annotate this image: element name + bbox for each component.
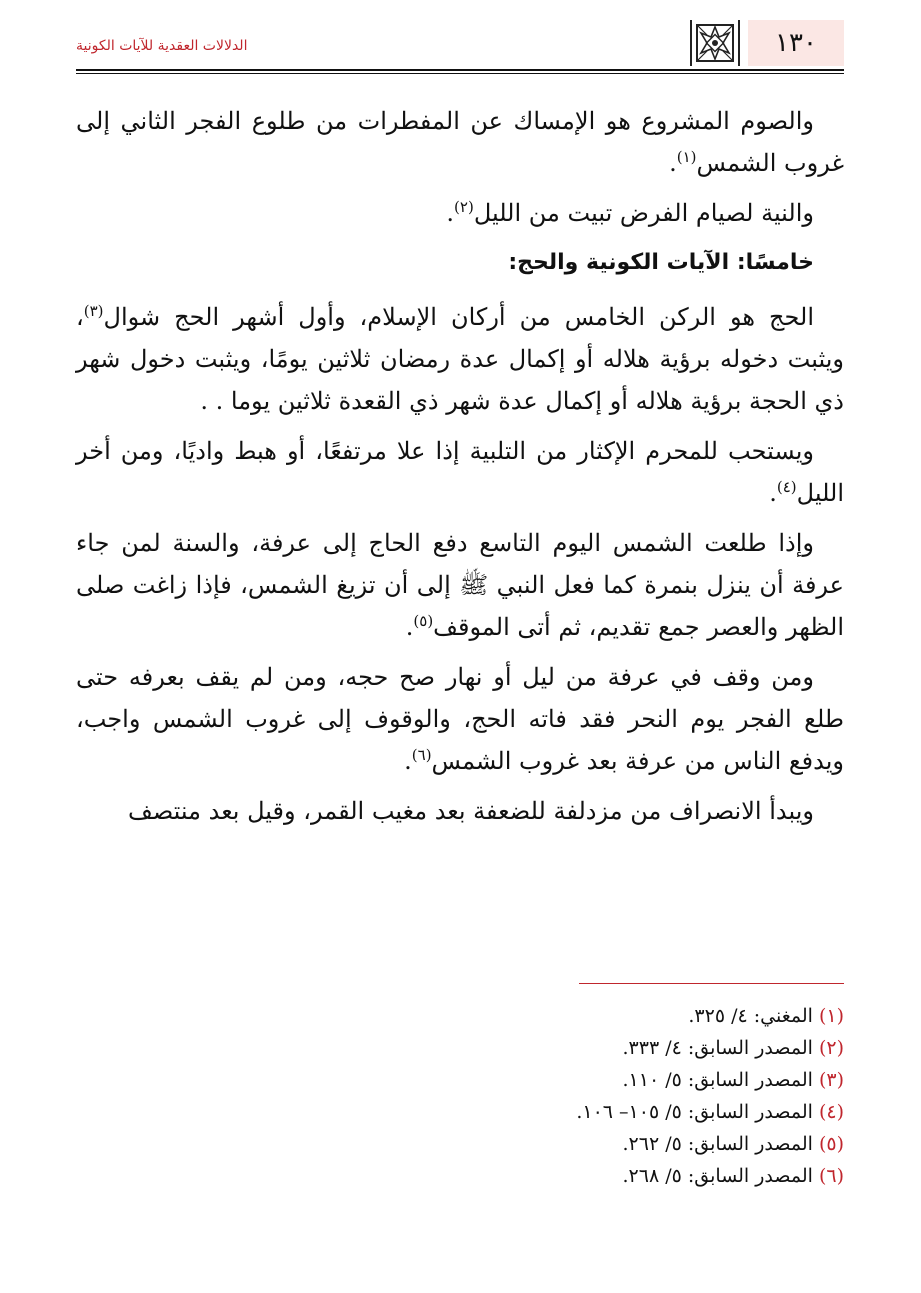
paragraph-2 (76, 192, 844, 234)
header-rule-thin (76, 73, 844, 74)
footnote-ref[interactable]: (٣) (83, 302, 104, 320)
footnote-ref[interactable]: (٦) (411, 746, 432, 764)
footnote-number: (٤) (818, 1101, 844, 1123)
footnote-number: (١) (818, 1005, 844, 1027)
geometric-star-ornament-icon (690, 20, 740, 66)
footnote-number: (٥) (818, 1133, 844, 1155)
footnote-separator (579, 983, 844, 984)
paragraph-text: ويستحب للمحرم الإكثار من التلبية إذا علا مرتفعًا، أو هبط واديًا، ومن أخر الليل (76, 437, 844, 507)
footnote-text: المغني: ٤/ ٣٢٥. (688, 1005, 813, 1027)
footnote-item (380, 1064, 844, 1096)
paragraph-text: ويبدأ الانصراف من مزدلفة للضعفة بعد مغيب القمر، وقيل بعد منتصف (127, 797, 814, 825)
paragraph-3 (76, 296, 844, 422)
paragraph-7 (76, 790, 844, 832)
footnote-item (380, 1032, 844, 1064)
running-title: الدلالات العقدية للآيات الكونية (76, 38, 248, 54)
period: . (405, 613, 414, 641)
paragraph-5 (76, 522, 844, 648)
footnote-text: المصدر السابق: ٥/ ٢٦٢. (622, 1133, 813, 1155)
footnote-text: المصدر السابق: ٥/ ١١٠. (622, 1069, 813, 1091)
footnote-number: (٣) (818, 1069, 844, 1091)
page-header (76, 18, 844, 72)
footnote-item (380, 1128, 844, 1160)
footnote-item (380, 1160, 844, 1192)
footnote-ref[interactable]: (١) (676, 148, 697, 166)
main-text (76, 100, 844, 840)
paragraph-text: وإذا طلعت الشمس اليوم التاسع دفع الحاج إلى عرفة، والسنة لمن جاء عرفة أن ينزل بنمرة كما فعل النبي ﷺ إلى أن تزيغ الشمس، فإذا زاغت صلى الظهر والعصر جمع تقديم، ثم أتى الموقف (76, 529, 844, 641)
footnote-text: المصدر السابق: ٤/ ٣٣٣. (622, 1037, 813, 1059)
paragraph-6 (76, 656, 844, 782)
footnote-text: المصدر السابق: ٥/ ٢٦٨. (622, 1165, 813, 1187)
footnote-ref[interactable]: (٥) (413, 612, 434, 630)
paragraph-text: والنية لصيام الفرض تبيت من الليل (473, 199, 814, 227)
footnote-item (380, 1096, 844, 1128)
footnote-number: (٦) (818, 1165, 844, 1187)
footnote-ref[interactable]: (٢) (454, 198, 474, 216)
page-number: ١٣٠ (748, 20, 844, 66)
paragraph-4 (76, 430, 844, 514)
header-rule-thick (76, 69, 844, 71)
footnote-item (380, 1000, 844, 1032)
period: . (446, 199, 455, 227)
paragraph-text: الحج هو الركن الخامس من أركان الإسلام، وأول أشهر الحج شوال (103, 303, 814, 331)
paragraph-text: والصوم المشروع هو الإمساك عن المفطرات من طلوع الفجر الثاني إلى غروب الشمس (76, 107, 844, 177)
paragraph-1 (76, 100, 844, 184)
footnotes-list (380, 1000, 844, 1192)
paragraph-text: ومن وقف في عرفة من ليل أو نهار صح حجه، ومن لم يقف بعرفه حتى طلع الفجر يوم النحر فقد فاته الحج، والوقوف إلى غروب الشمس واجب، ويدفع الناس من عرفة بعد غروب الشمس (76, 663, 844, 775)
period: . (404, 747, 412, 775)
section-heading: خامسًا: الآيات الكونية والحج: (508, 250, 814, 275)
footnote-number: (٢) (818, 1037, 844, 1059)
paragraph-text: ، ويثبت دخوله برؤية هلاله أو إكمال عدة رمضان ثلاثين يومًا، ويثبت دخول شهر ذي الحجة برؤية هلاله أو إكمال عدة شهر ذي القعدة ثلاثين يوما . . (76, 303, 844, 415)
period: . (669, 149, 677, 177)
footnote-ref[interactable]: (٤) (776, 478, 797, 496)
period: . (769, 479, 777, 507)
footnote-text: المصدر السابق: ٥/ ١٠٥– ١٠٦. (576, 1101, 813, 1123)
